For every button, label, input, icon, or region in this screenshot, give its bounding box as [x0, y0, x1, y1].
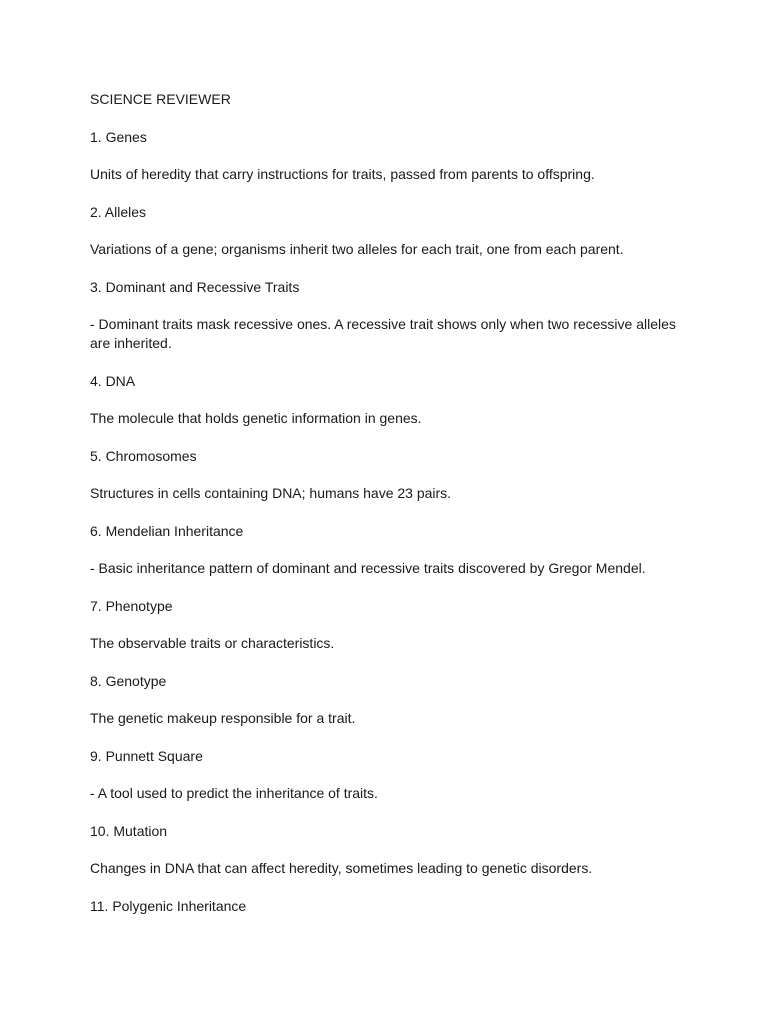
- section-heading-alleles: 2. Alleles: [90, 203, 147, 220]
- document-page: [90, 90, 680, 934]
- section-heading-dna: 4. DNA: [90, 372, 136, 389]
- section-body-dominant-recessive: - Dominant traits mask recessive ones. A recessive trait shows only when two recessive alleles are inherited.: [90, 316, 676, 351]
- section-heading-phenotype: 7. Phenotype: [90, 597, 173, 614]
- section-body-punnett-square: - A tool used to predict the inheritance of traits.: [90, 785, 378, 801]
- section-body-genotype: The genetic makeup responsible for a trait.: [90, 710, 356, 726]
- section-body-genes: Units of heredity that carry instructions for traits, passed from parents to offspring.: [90, 166, 595, 182]
- document-title: SCIENCE REVIEWER: [90, 91, 231, 107]
- section-heading-polygenic: 11. Polygenic Inheritance: [90, 897, 247, 914]
- section-body-mendelian: - Basic inheritance pattern of dominant and recessive traits discovered by Gregor Mendel.: [90, 560, 646, 576]
- section-heading-chromosomes: 5. Chromosomes: [90, 447, 197, 464]
- section-heading-mutation: 10. Mutation: [90, 822, 168, 839]
- section-body-alleles: Variations of a gene; organisms inherit two alleles for each trait, one from each parent.: [90, 241, 624, 257]
- section-heading-genotype: 8. Genotype: [90, 672, 167, 689]
- section-body-mutation: Changes in DNA that can affect heredity, sometimes leading to genetic disorders.: [90, 860, 593, 876]
- section-heading-punnett-square: 9. Punnett Square: [90, 747, 203, 764]
- section-body-dna: The molecule that holds genetic information in genes.: [90, 410, 422, 426]
- section-heading-dominant-recessive: 3. Dominant and Recessive Traits: [90, 278, 300, 295]
- section-body-phenotype: The observable traits or characteristics.: [90, 635, 335, 651]
- section-heading-mendelian: 6. Mendelian Inheritance: [90, 522, 244, 539]
- section-body-chromosomes: Structures in cells containing DNA; humans have 23 pairs.: [90, 485, 452, 501]
- section-heading-genes: 1. Genes: [90, 128, 147, 145]
